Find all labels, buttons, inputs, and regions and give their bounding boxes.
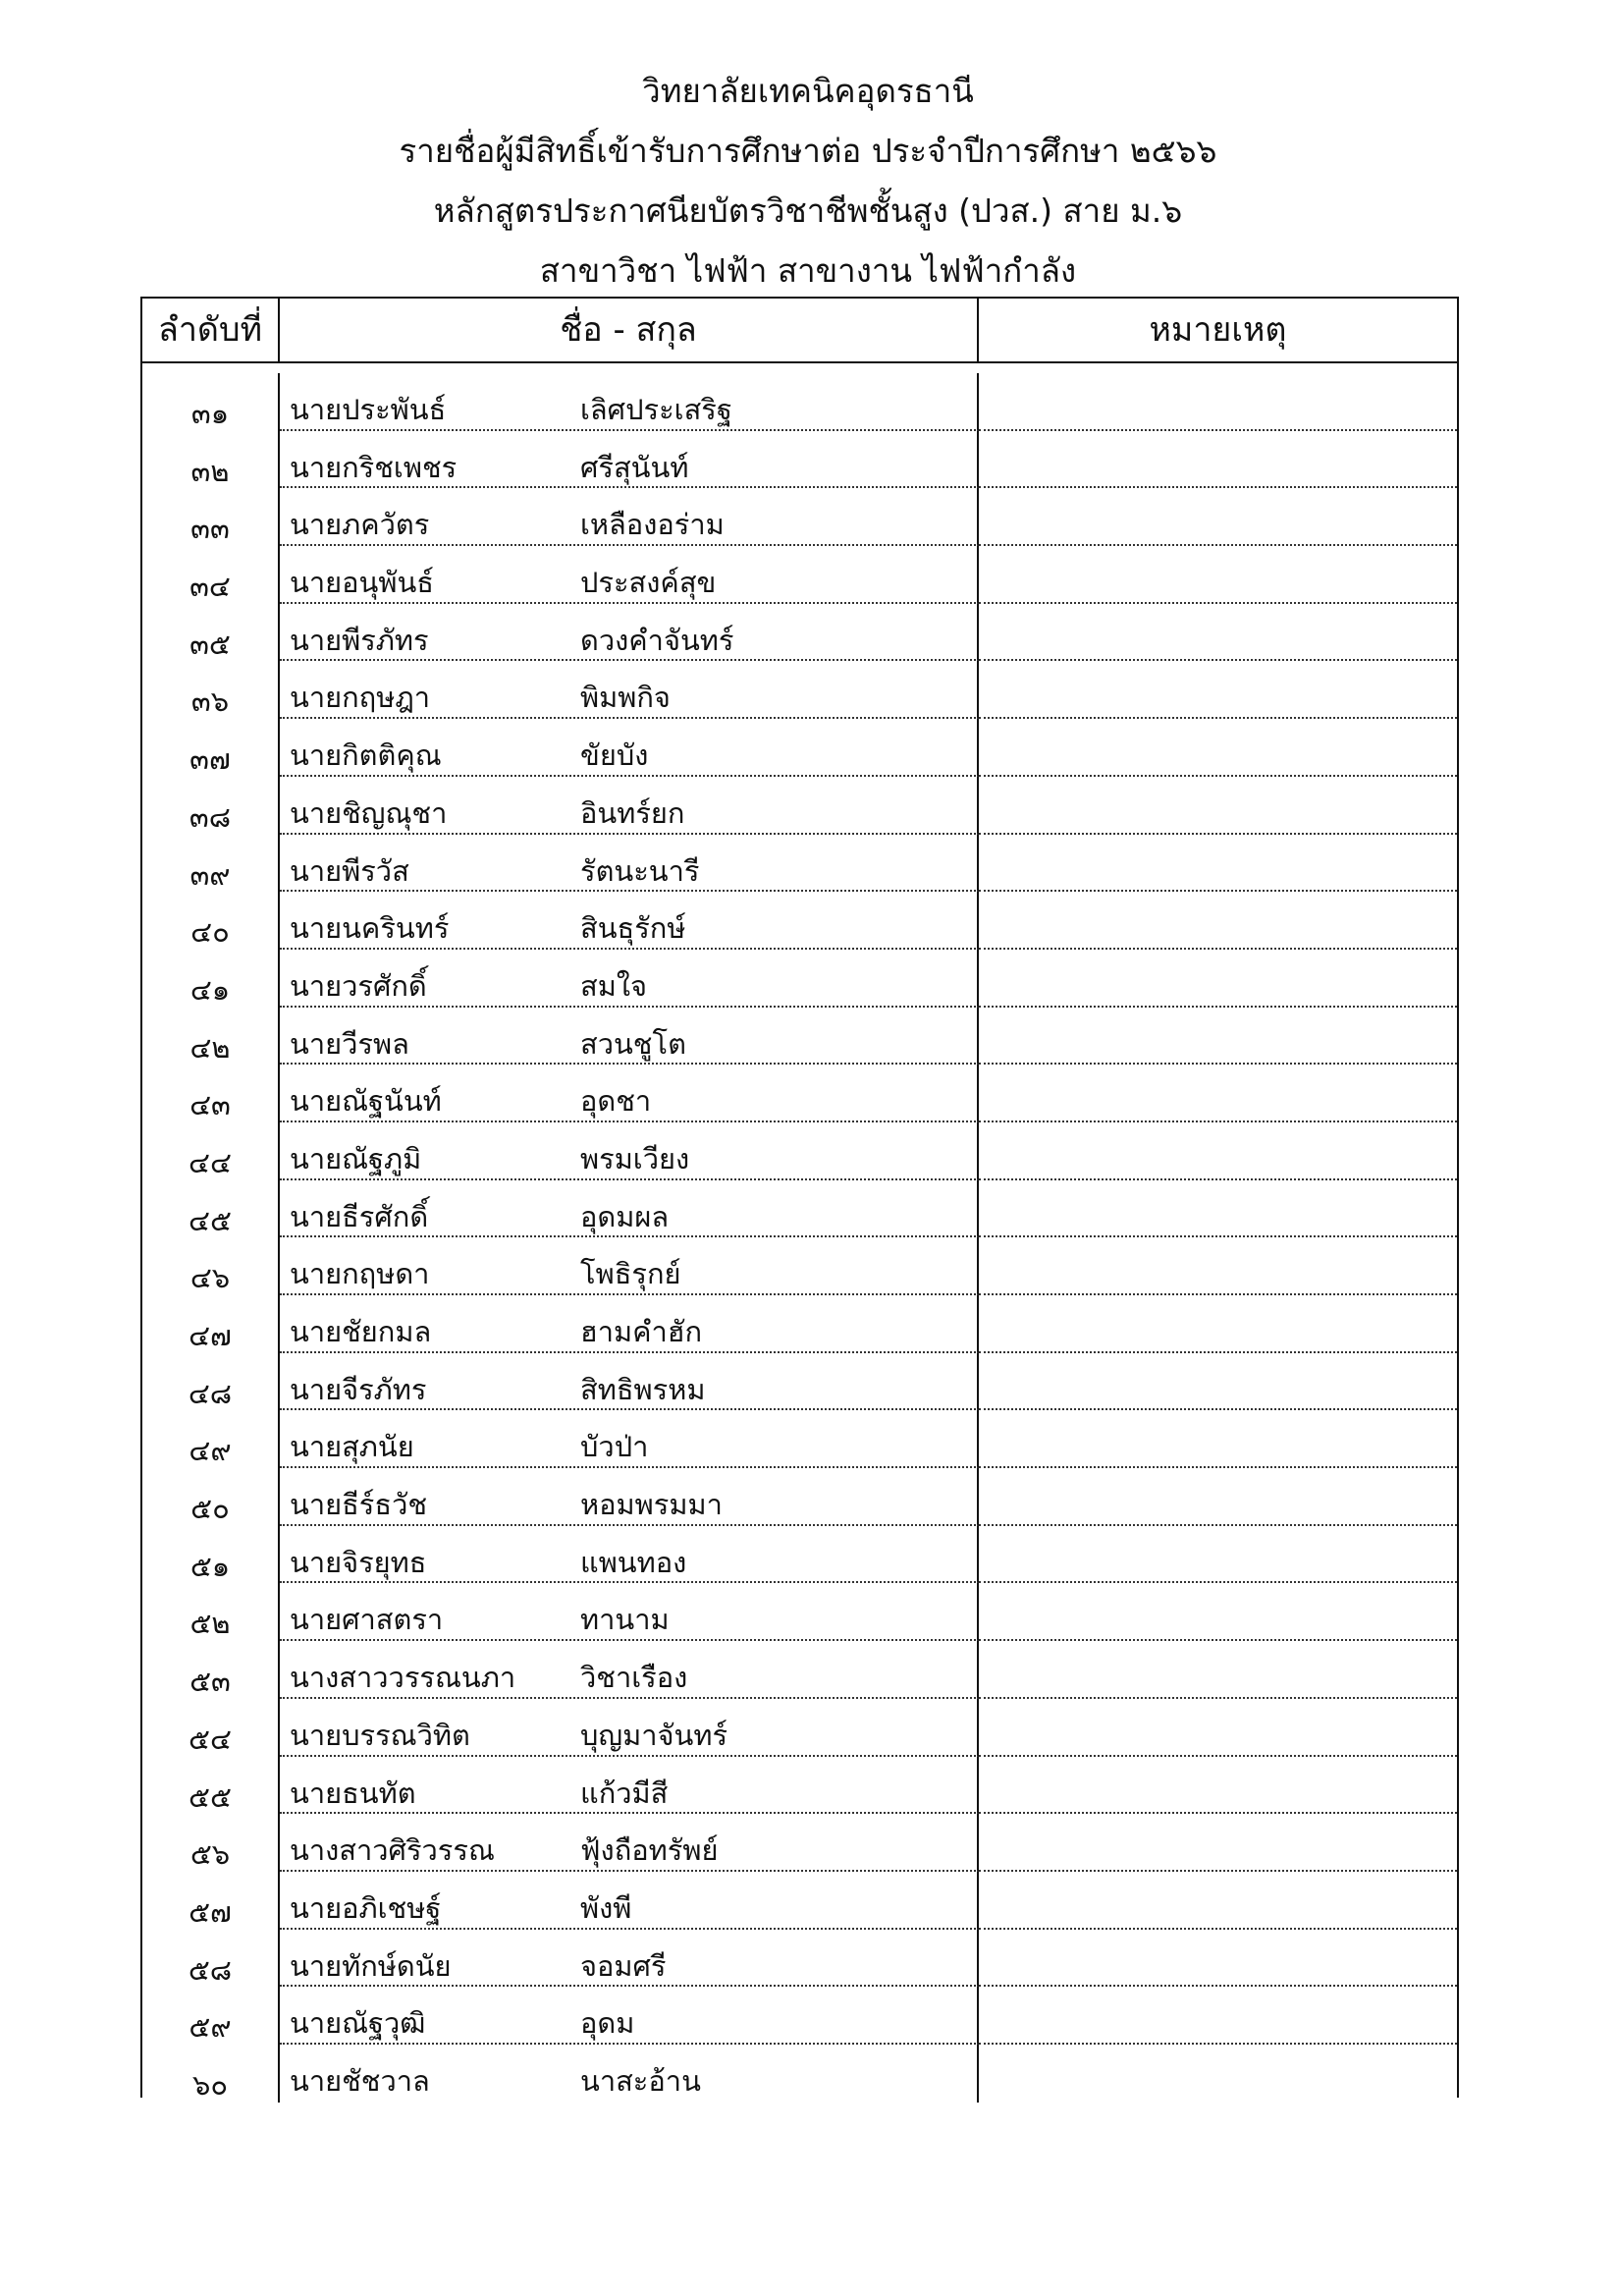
row-number: ๓๗ <box>142 719 280 777</box>
table-row <box>142 719 1457 777</box>
remark-cell <box>979 1008 1457 1066</box>
first-name: นายจิรยุทธ <box>290 1545 427 1579</box>
document-header <box>0 61 1616 301</box>
remark-cell <box>979 1757 1457 1815</box>
name-cell <box>280 546 979 604</box>
remark-cell <box>979 604 1457 662</box>
remark-cell <box>979 719 1457 777</box>
remark-cell <box>979 431 1457 489</box>
first-name: นายสุภนัย <box>290 1430 414 1464</box>
first-name: นายชิญณุชา <box>290 795 448 830</box>
table-row <box>142 1353 1457 1411</box>
name-cell <box>280 2045 979 2103</box>
name-cell <box>280 604 979 662</box>
last-name: ศรีสุนันท์ <box>580 450 689 484</box>
row-number: ๔๓ <box>142 1065 280 1122</box>
row-number: ๕๗ <box>142 1872 280 1930</box>
name-cell <box>280 661 979 719</box>
row-number: ๕๐ <box>142 1468 280 1526</box>
remark-cell <box>979 1410 1457 1468</box>
row-number: ๓๖ <box>142 661 280 719</box>
first-name: นายธีรศักดิ์ <box>290 1199 429 1233</box>
row-number: ๕๒ <box>142 1583 280 1641</box>
last-name: ประสงค์สุข <box>580 566 717 600</box>
table-row <box>142 1699 1457 1757</box>
table-row <box>142 604 1457 662</box>
last-name: นาสะอ้าน <box>580 2063 701 2098</box>
last-name: ฮามคำฮัก <box>580 1315 703 1348</box>
name-cell <box>280 1237 979 1295</box>
first-name: นายประพันธ์ <box>290 393 447 426</box>
table-row <box>142 488 1457 546</box>
table-body <box>142 373 1457 2103</box>
row-number: ๔๘ <box>142 1353 280 1411</box>
last-name: บุญมาจันทร์ <box>580 1718 728 1752</box>
name-cell <box>280 777 979 835</box>
last-name: สวนชูโต <box>580 1026 686 1061</box>
last-name: อินทร์ยก <box>580 795 685 830</box>
name-cell <box>280 1641 979 1699</box>
remark-cell <box>979 2045 1457 2103</box>
name-cell <box>280 1757 979 1815</box>
last-name: โพธิรุกย์ <box>580 1257 681 1291</box>
row-number: ๕๓ <box>142 1641 280 1699</box>
table-row <box>142 1987 1457 2045</box>
first-name: นายจีรภัทร <box>290 1372 427 1406</box>
row-number: ๓๙ <box>142 835 280 893</box>
first-name: นางสาวศิริวรรณ <box>290 1833 495 1868</box>
first-name: นายธีร์ธวัช <box>290 1488 428 1522</box>
first-name: นายกฤษฎา <box>290 681 431 715</box>
last-name: ดวงคำจันทร์ <box>580 623 734 657</box>
name-cell <box>280 431 979 489</box>
row-number: ๔๗ <box>142 1295 280 1353</box>
remark-cell <box>979 777 1457 835</box>
first-name: นายกริชเพชร <box>290 450 458 484</box>
remark-cell <box>979 1526 1457 1584</box>
name-cell <box>280 373 979 431</box>
last-name: ฟุ้งถือทรัพย์ <box>580 1833 719 1868</box>
column-header-number: ลำดับที่ <box>142 299 280 361</box>
table-row <box>142 1180 1457 1238</box>
first-name: นายพีรภัทร <box>290 623 429 657</box>
remark-cell <box>979 1699 1457 1757</box>
table-row <box>142 431 1457 489</box>
name-cell <box>280 488 979 546</box>
row-number: ๓๘ <box>142 777 280 835</box>
row-number: ๓๑ <box>142 373 280 431</box>
first-name: นางสาววรรณนภา <box>290 1661 516 1695</box>
table-row <box>142 546 1457 604</box>
remark-cell <box>979 546 1457 604</box>
row-number: ๕๖ <box>142 1814 280 1872</box>
last-name: ทานาม <box>580 1603 670 1637</box>
last-name: จอมศรี <box>580 1948 667 1983</box>
table-row <box>142 1872 1457 1930</box>
row-number: ๔๕ <box>142 1180 280 1238</box>
first-name: นายภควัตร <box>290 508 430 542</box>
student-table <box>140 297 1459 2102</box>
last-name: อุดมผล <box>580 1199 670 1233</box>
row-number: ๔๐ <box>142 892 280 950</box>
table-row <box>142 1237 1457 1295</box>
first-name: นายวรศักดิ์ <box>290 968 427 1003</box>
name-cell <box>280 1180 979 1238</box>
last-name: รัตนะนารี <box>580 853 700 888</box>
name-cell <box>280 1930 979 1988</box>
row-number: ๖๐ <box>142 2045 280 2103</box>
name-cell <box>280 1008 979 1066</box>
last-name: สิทธิพรหม <box>580 1372 706 1406</box>
table-row <box>142 1930 1457 1988</box>
name-cell <box>280 1987 979 2045</box>
remark-cell <box>979 1295 1457 1353</box>
column-header-remark: หมายเหตุ <box>1149 310 1287 350</box>
table-row <box>142 1641 1457 1699</box>
last-name: พิมพกิจ <box>580 681 671 715</box>
remark-cell <box>979 1180 1457 1238</box>
last-name: เลิศประเสริฐ <box>580 393 732 426</box>
name-cell <box>280 1468 979 1526</box>
remark-cell <box>979 1065 1457 1122</box>
first-name: นายชัชวาล <box>290 2063 430 2098</box>
name-cell <box>280 1699 979 1757</box>
table-row <box>142 1757 1457 1815</box>
remark-cell <box>979 1987 1457 2045</box>
name-cell <box>280 892 979 950</box>
table-header <box>142 297 1457 363</box>
remark-cell <box>979 661 1457 719</box>
name-cell <box>280 835 979 893</box>
table-row <box>142 1008 1457 1066</box>
last-name: บัวป่า <box>580 1430 649 1464</box>
program-title: หลักสูตรประกาศนียบัตรวิชาชีพชั้นสูง (ปวส.) สาย ม.๖ <box>433 191 1183 230</box>
row-number: ๕๕ <box>142 1757 280 1815</box>
remark-cell <box>979 1641 1457 1699</box>
row-number: ๔๒ <box>142 1008 280 1066</box>
name-cell <box>280 1353 979 1411</box>
remark-cell <box>979 835 1457 893</box>
table-row <box>142 661 1457 719</box>
first-name: นายนครินทร์ <box>290 911 450 946</box>
last-name: แพนทอง <box>580 1545 687 1579</box>
remark-cell <box>979 1814 1457 1872</box>
table-row <box>142 950 1457 1008</box>
name-cell <box>280 1410 979 1468</box>
row-number: ๕๙ <box>142 1987 280 2045</box>
remark-cell <box>979 1583 1457 1641</box>
first-name: นายบรรณวิทิต <box>290 1718 470 1752</box>
remark-cell <box>979 1872 1457 1930</box>
table-row <box>142 1583 1457 1641</box>
column-header-name: ชื่อ - สกุล <box>280 299 979 361</box>
table-row <box>142 1410 1457 1468</box>
table-row <box>142 1122 1457 1180</box>
first-name: นายณัฐภูมิ <box>290 1141 422 1175</box>
name-cell <box>280 1122 979 1180</box>
row-number: ๔๙ <box>142 1410 280 1468</box>
last-name: สินธุรักษ์ <box>580 911 686 946</box>
table-row <box>142 892 1457 950</box>
row-number: ๕๑ <box>142 1526 280 1584</box>
remark-cell <box>979 892 1457 950</box>
table-row <box>142 2045 1457 2103</box>
last-name: แก้วมีสี <box>580 1776 669 1810</box>
name-cell <box>280 1065 979 1122</box>
last-name: อุดชา <box>580 1084 652 1119</box>
name-cell <box>280 950 979 1008</box>
first-name: นายชัยกมล <box>290 1315 432 1348</box>
table-row <box>142 373 1457 431</box>
remark-cell <box>979 488 1457 546</box>
last-name: พรมเวียง <box>580 1141 690 1175</box>
last-name: ขัยบัง <box>580 738 649 773</box>
first-name: นายทักษ์ดนัย <box>290 1948 452 1983</box>
row-number: ๔๖ <box>142 1237 280 1295</box>
name-cell <box>280 1583 979 1641</box>
table-row <box>142 1814 1457 1872</box>
college-name: วิทยาลัยเทคนิคอุดรธานี <box>642 72 974 110</box>
row-number: ๔๔ <box>142 1122 280 1180</box>
last-name: พังพี <box>580 1890 632 1925</box>
last-name: อุดม <box>580 2006 635 2041</box>
table-row <box>142 777 1457 835</box>
list-title: รายชื่อผู้มีสิทธิ์เข้ารับการศึกษาต่อ ประจำปีการศึกษา ๒๕๖๖ <box>399 132 1217 170</box>
row-number: ๓๒ <box>142 431 280 489</box>
remark-cell <box>979 950 1457 1008</box>
remark-cell <box>979 1122 1457 1180</box>
first-name: นายณัฐวุฒิ <box>290 2006 426 2041</box>
department-title: สาขาวิชา ไฟฟ้า สาขางาน ไฟฟ้ากำลัง <box>539 251 1077 290</box>
row-number: ๓๕ <box>142 604 280 662</box>
table-row <box>142 1295 1457 1353</box>
table-row <box>142 1526 1457 1584</box>
name-cell <box>280 1526 979 1584</box>
table-row <box>142 1065 1457 1122</box>
first-name: นายกฤษดา <box>290 1257 430 1291</box>
table-row <box>142 835 1457 893</box>
first-name: นายกิตติคุณ <box>290 738 442 773</box>
first-name: นายณัฐนันท์ <box>290 1084 442 1119</box>
row-number: ๓๔ <box>142 546 280 604</box>
last-name: วิชาเรือง <box>580 1661 688 1695</box>
remark-cell <box>979 1353 1457 1411</box>
name-cell <box>280 1872 979 1930</box>
first-name: นายวีรพล <box>290 1026 409 1061</box>
first-name: นายธนทัต <box>290 1776 416 1810</box>
last-name: สมใจ <box>580 968 647 1003</box>
name-cell <box>280 719 979 777</box>
table-row <box>142 1468 1457 1526</box>
remark-cell <box>979 1468 1457 1526</box>
row-number: ๕๘ <box>142 1930 280 1988</box>
remark-cell <box>979 1237 1457 1295</box>
remark-cell <box>979 373 1457 431</box>
name-cell <box>280 1295 979 1353</box>
first-name: นายอนุพันธ์ <box>290 566 434 600</box>
row-number: ๔๑ <box>142 950 280 1008</box>
name-cell <box>280 1814 979 1872</box>
row-number: ๓๓ <box>142 488 280 546</box>
first-name: นายศาสตรา <box>290 1603 444 1637</box>
first-name: นายอภิเชษฐ์ <box>290 1890 442 1925</box>
first-name: นายพีรวัส <box>290 853 409 888</box>
row-number: ๕๔ <box>142 1699 280 1757</box>
last-name: หอมพรมมา <box>580 1488 723 1522</box>
last-name: เหลืองอร่าม <box>580 508 725 542</box>
remark-cell <box>979 1930 1457 1988</box>
